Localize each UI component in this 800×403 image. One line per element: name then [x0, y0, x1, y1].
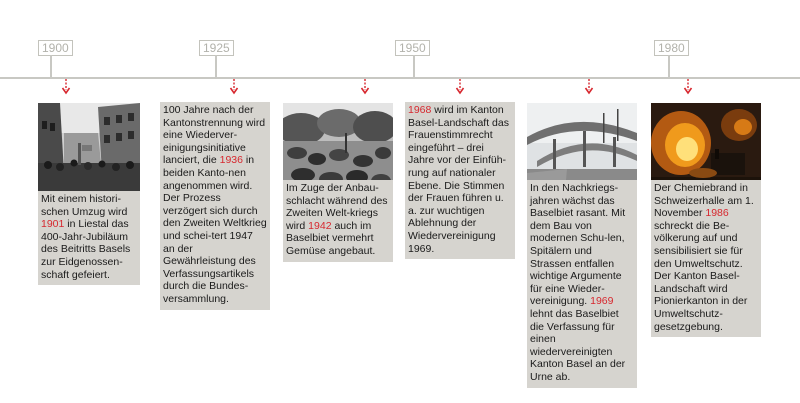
event-text: Mit einem histori-schen Umzug wird [41, 193, 128, 218]
timeline-axis [0, 77, 800, 79]
event-marker-arrow-icon [455, 78, 465, 96]
event-text: wird im Kanton Basel-Landschaft das Frauenstimmrecht eingeführt – drei Jahre vor der Einfüh-rung auf nationaler Ebene. Die Stimmen der Frauen führen u. a. zur wuchtigen Ablehnung der Wiedervereinigung 1969. [408, 104, 509, 255]
year-label-1925: 1925 [199, 40, 234, 56]
event-marker-arrow-icon [229, 78, 239, 96]
year-tick [50, 55, 52, 78]
event-text: In den Nachkriegs-jahren wächst das Baselbiet rasant. Mit dem Bau von modernen Schu-len, Spitälern und Strassen entfallen wichtige Argumente für eine Wieder-vereinigung. [530, 182, 626, 308]
event-year-highlight: 1901 [41, 218, 65, 231]
event-card-1942 [283, 180, 393, 262]
event-text: lehnt das Baselbiet die Verfassung für einen wiedervereinigten Kanton Basel an der Urne ab. [530, 307, 626, 383]
event-marker-arrow-icon [360, 78, 370, 96]
event-year-highlight: 1969 [590, 295, 614, 308]
event-card-1969 [527, 180, 637, 388]
event-text: 100 Jahre nach der Kantonstrennung wird eine Wiederver-einigungsinitiative lanciert, die [163, 104, 266, 167]
event-marker-arrow-icon [584, 78, 594, 96]
highway-interchange-photo [527, 103, 637, 191]
event-card-1936 [160, 102, 270, 310]
year-label-1900: 1900 [38, 40, 73, 56]
chemical-fire-photo [651, 103, 761, 191]
event-marker-arrow-icon [683, 78, 693, 96]
event-marker-arrow-icon [61, 78, 71, 96]
event-year-highlight: 1968 [408, 104, 432, 116]
year-tick [668, 55, 670, 78]
year-label-1980: 1980 [654, 40, 689, 56]
event-text: auch im Baselbiet vermehrt Gemüse angebaut. [286, 219, 376, 257]
event-card-1968 [405, 102, 515, 259]
year-tick [215, 55, 217, 78]
year-tick [413, 55, 415, 78]
event-text: Im Zuge der Anbau-schlacht während des Zweiten Welt-kriegs wird [286, 182, 388, 232]
event-card-1986 [651, 180, 761, 337]
year-label-1950: 1950 [395, 40, 430, 56]
event-year-highlight: 1942 [308, 219, 332, 232]
event-text: in Liestal das 400-Jahr-Jubiläum des Beitritts Basels zur Eidgenossen-schaft gefeiert. [41, 218, 131, 281]
event-card-1901 [38, 191, 140, 285]
event-text: schreckt die Be-völkerung auf und sensibilisiert sie für den Umweltschutz. Der Kanton Basel-Landschaft wird Pionierkanton in der Umweltschutz-gesetzgebung. [654, 219, 748, 333]
event-text: Der Chemiebrand in Schweizerhalle am 1. November [654, 182, 754, 220]
vegetable-garden-photo [283, 103, 393, 191]
event-year-highlight: 1936 [219, 154, 243, 167]
event-year-highlight: 1986 [705, 207, 729, 220]
historical-parade-photo [38, 103, 140, 191]
event-text: in beiden Kanto-nen angenommen wird. Der Prozess verzögert sich durch den Zweiten Weltkrieg und schei-tert 1947 an der Gewährleistung des Verfassungsartikels durch die Bundes-versammlung. [163, 154, 267, 305]
